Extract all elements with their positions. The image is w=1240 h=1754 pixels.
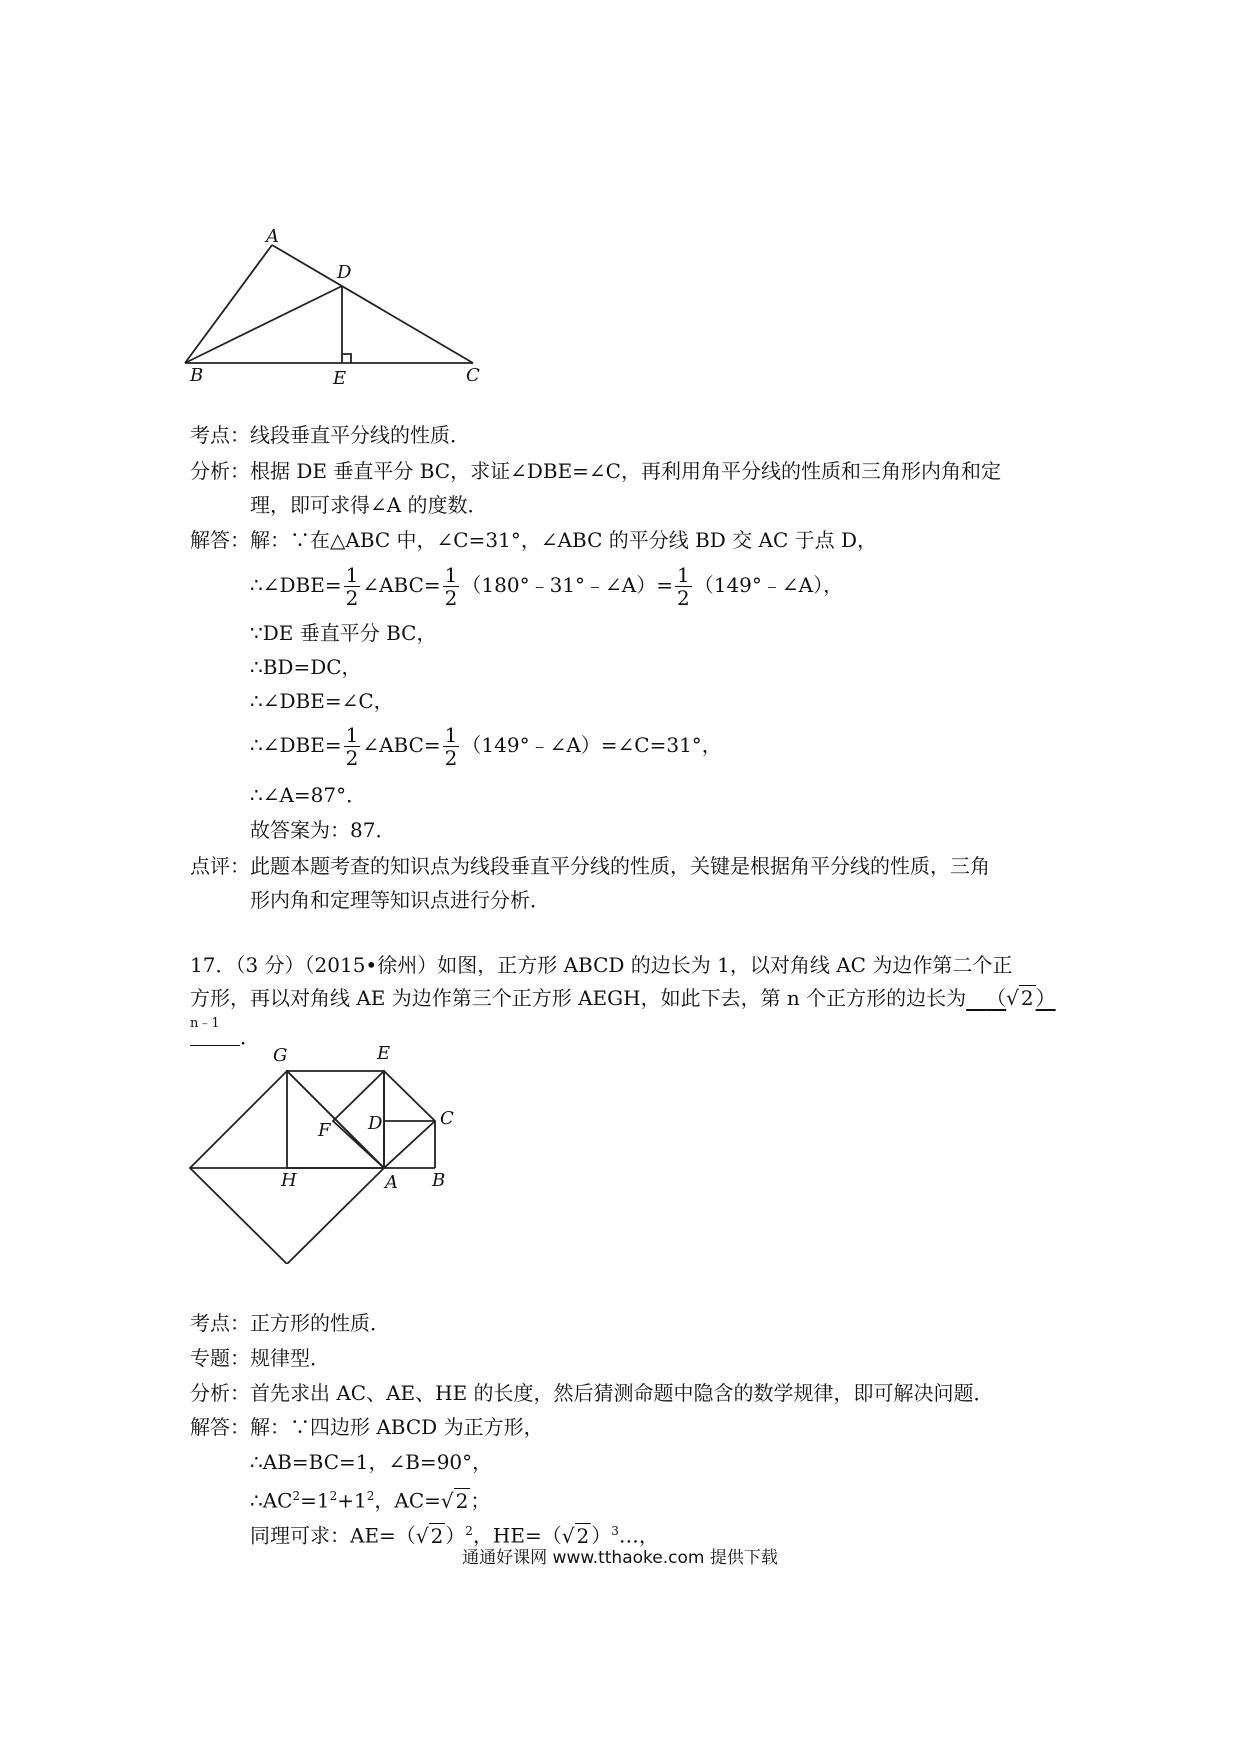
q17-fenxi: 分析：首先求出 AC、AE、HE 的长度，然后猜测命题中隐含的数学规律，即可解决问题．	[190, 1381, 994, 1405]
eq2-part-c: （149°﹣∠A）=∠C=31°，	[461, 733, 722, 757]
label-F: F	[318, 1120, 331, 1141]
q16-step5: ∴∠A=87°．	[250, 783, 367, 807]
label-A: A	[266, 226, 279, 247]
label-E2: E	[377, 1043, 391, 1064]
eq1-part-d: （149°﹣∠A），	[693, 573, 844, 597]
label-B2: B	[432, 1170, 446, 1191]
q17-jieda-1: 解答：解：∵四边形 ABCD 为正方形，	[190, 1415, 544, 1439]
q16-step3: ∴BD=DC，	[250, 655, 362, 679]
sqrt-symbol: √ 2	[1006, 986, 1034, 1010]
q16-fenxi-2: 理，即可求得∠A 的度数．	[250, 493, 488, 517]
label-A2: A	[385, 1172, 398, 1193]
fraction-half: $\frac{1}{2}$	[444, 723, 458, 770]
q16-fenxi-1: 分析：根据 DE 垂直平分 BC，求证∠DBE=∠C，再利用角平分线的性质和三角形内角和定	[190, 459, 1001, 483]
sqrt-symbol: √ 2	[415, 1523, 444, 1548]
sqrt-symbol: √ 2	[440, 1488, 469, 1513]
label-E: E	[333, 368, 347, 389]
q17-kaodian: 考点：正方形的性质．	[190, 1311, 390, 1335]
label-D2: D	[368, 1113, 383, 1134]
label-B: B	[190, 365, 204, 386]
eq2-part-b: ∠ABC=	[362, 733, 441, 757]
q16-eq2	[250, 720, 722, 770]
eq2-part-a: ∴∠DBE=	[250, 733, 342, 757]
label-C: C	[466, 365, 480, 386]
label-C2: C	[440, 1108, 454, 1129]
label-G: G	[273, 1045, 288, 1066]
figure-squares	[185, 1058, 465, 1264]
q17-step2: $\therefore AC^2=1^2+1^2$，AC=√ 2 ；	[250, 1488, 491, 1513]
page-footer: 通通好课网 www.tthaoke.com 提供下载	[462, 1548, 778, 1568]
q16-dianping-1: 点评：此题本题考查的知识点为线段垂直平分线的性质，关键是根据角平分线的性质，三角	[190, 854, 990, 878]
eq1-part-a: ∴∠DBE=	[250, 573, 342, 597]
q17-step1: ∴AB=BC=1，∠B=90°，	[250, 1450, 493, 1474]
q17-stem-4	[190, 1024, 260, 1050]
q17-step3: 同理可求：AE=（√ 2 ）$^2$，HE=（√ 2 ）$^3$…，	[250, 1523, 659, 1548]
answer-underline	[190, 1031, 240, 1046]
q17-stem-1: 17．（3 分）（2015•徐州）如图，正方形 ABCD 的边长为 1，以对角线 AC 为边作第二个正	[190, 953, 1013, 977]
q16-kaodian: 考点：线段垂直平分线的性质．	[190, 423, 470, 447]
q17-zhuanti: 专题：规律型．	[190, 1346, 330, 1370]
fraction-half: $\frac{1}{2}$	[345, 723, 359, 770]
label-H: H	[281, 1170, 297, 1191]
eq1-part-c: （180°﹣31°﹣∠A）=	[461, 573, 673, 597]
q16-jieda-1: 解答：解：∵在△ABC 中，∠C=31°，∠ABC 的平分线 BD 交 AC 于点 D，	[190, 528, 878, 552]
answer-blank: （√ 2 ）	[986, 986, 1056, 1010]
sqrt-symbol: √ 2	[561, 1523, 590, 1548]
q16-step4: ∴∠DBE=∠C，	[250, 689, 394, 713]
label-D: D	[337, 262, 352, 283]
answer-exponent: n﹣1	[190, 1016, 220, 1031]
fraction-half: $\frac{1}{2}$	[676, 563, 690, 610]
answer-end: ．	[240, 1025, 260, 1049]
fraction-half: $\frac{1}{2}$	[345, 563, 359, 610]
fraction-half: $\frac{1}{2}$	[444, 563, 458, 610]
q16-answer: 故答案为：87．	[250, 818, 396, 842]
eq1-part-b: ∠ABC=	[362, 573, 441, 597]
q17-stem-2	[190, 985, 1056, 1011]
q16-step2: ∵DE 垂直平分 BC，	[250, 621, 437, 645]
q16-eq1	[250, 560, 843, 610]
q16-dianping-2: 形内角和定理等知识点进行分析．	[250, 888, 550, 912]
q17-stem-text: 方形，再以对角线 AE 为边作第三个正方形 AEGH，如此下去，第 n 个正方形的边长为	[190, 986, 967, 1010]
